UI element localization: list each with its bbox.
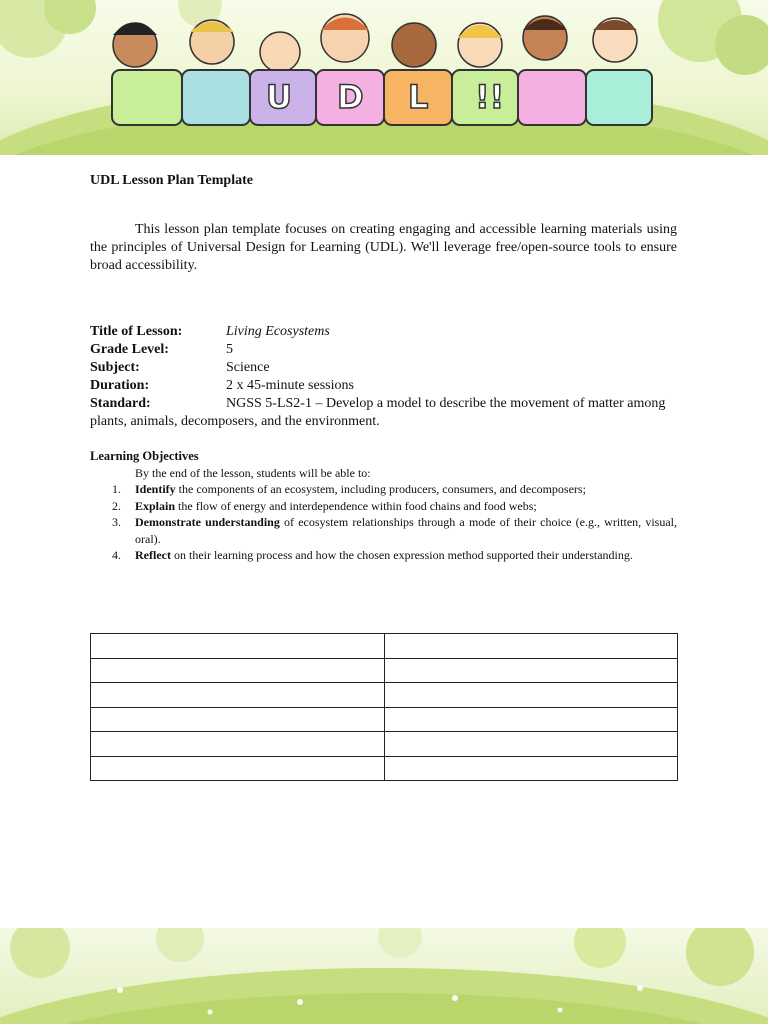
detail-grade-level	[90, 341, 677, 359]
detail-standard	[90, 395, 677, 431]
objective-verb: Identify	[135, 482, 176, 496]
footer-banner	[0, 928, 768, 1024]
lesson-details	[90, 323, 677, 431]
detail-value: Science	[226, 360, 270, 375]
table-row	[91, 756, 678, 781]
detail-label: Subject:	[90, 360, 140, 375]
detail-label: Standard:	[90, 396, 151, 411]
banner-letter-exclaim: !!	[475, 78, 505, 116]
table-row	[91, 683, 678, 708]
objective-verb: Reflect	[135, 548, 171, 562]
table-cell	[384, 756, 678, 781]
list-item	[90, 498, 677, 515]
detail-value: 5	[226, 342, 233, 357]
table-cell	[91, 683, 385, 708]
list-item	[90, 547, 677, 564]
objective-text: the components of an ecosystem, including producers, consumers, and decomposers;	[175, 482, 586, 496]
detail-value: 2 x 45-minute sessions	[226, 378, 354, 393]
table-cell	[91, 634, 385, 659]
table-cell	[91, 707, 385, 732]
objectives-heading	[90, 448, 677, 465]
kids-puzzle-illustration	[0, 0, 768, 155]
document-title: UDL Lesson Plan Template	[90, 173, 253, 188]
objective-text: the flow of energy and interdependence within food chains and food webs;	[175, 498, 537, 513]
table-row	[91, 634, 678, 659]
table-cell	[91, 658, 385, 683]
detail-label: Grade Level:	[90, 342, 169, 357]
detail-label: Duration:	[90, 378, 150, 393]
list-number: 1.	[112, 482, 121, 496]
objective-text: of ecosystem relationships through a mode of their choice (e.g., written, visual, oral).	[135, 515, 677, 546]
table-cell	[384, 634, 678, 659]
detail-subject	[90, 359, 677, 377]
table-row	[91, 732, 678, 757]
table-cell	[384, 683, 678, 708]
banner-letter-l: L	[408, 78, 429, 116]
header-banner	[0, 0, 768, 155]
list-number: 4.	[112, 548, 121, 562]
table-row	[91, 707, 678, 732]
list-item	[90, 514, 677, 547]
banner-letter-u: U	[266, 78, 292, 116]
table-cell	[384, 732, 678, 757]
learning-objectives	[90, 448, 677, 564]
detail-title-of-lesson	[90, 323, 677, 341]
empty-table	[90, 633, 678, 781]
objectives-list	[90, 481, 677, 564]
table-cell	[91, 732, 385, 757]
objective-verb: Demonstrate understanding	[135, 515, 280, 529]
detail-label: Title of Lesson:	[90, 324, 183, 339]
objectives-intro: By the end of the lesson, students will be able to:	[135, 465, 371, 480]
objective-verb: Explain	[135, 498, 176, 513]
detail-value: NGSS 5-LS2-1 – Develop a model to describe the movement of matter among plants, animals, decomposers, and the environment.	[90, 396, 666, 429]
detail-value: Living Ecosystems	[226, 324, 330, 339]
objective-text: on their learning process and how the chosen expression method supported their understanding.	[170, 548, 633, 562]
list-item	[90, 481, 677, 498]
list-number: 2.	[112, 498, 121, 513]
table-row	[91, 658, 678, 683]
list-number: 3.	[112, 515, 121, 529]
table-cell	[384, 658, 678, 683]
banner-letter-d: D	[337, 78, 364, 116]
detail-duration	[90, 377, 677, 395]
table-cell	[384, 707, 678, 732]
table-cell	[91, 756, 385, 781]
grass-hill-illustration	[0, 928, 768, 1024]
intro-paragraph: This lesson plan template focuses on creating engaging and accessible learning materials using the principles of Universal Design for Learning (UDL). We'll leverage free/open-source tools to ensure broad accessibility.	[90, 222, 677, 273]
objectives-heading-text: Learning Objectives	[90, 449, 199, 463]
